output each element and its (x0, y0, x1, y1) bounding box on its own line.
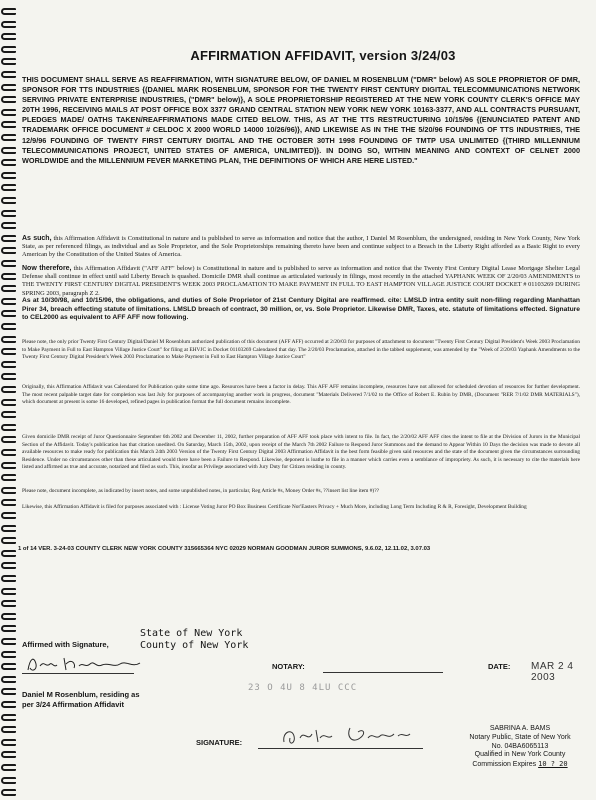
spiral-coil (1, 550, 16, 557)
spiral-coil (1, 260, 16, 267)
spiral-coil (1, 46, 16, 53)
spiral-coil (1, 789, 16, 796)
spiral-coil (1, 726, 16, 733)
county-handwritten: County of New York (140, 640, 249, 651)
spiral-coil (1, 386, 16, 393)
spiral-coil (1, 96, 16, 103)
spiral-coil (1, 159, 16, 166)
spiral-coil (1, 134, 16, 141)
state-handwritten: State of New York (140, 628, 243, 639)
spiral-coil (1, 348, 16, 355)
spiral-coil (1, 600, 16, 607)
notary-signature (280, 724, 420, 748)
notary-line2: No. 04BA6065113 (491, 742, 549, 750)
spiral-coil (1, 109, 16, 116)
notary-line3: Qualified in New York County (474, 751, 566, 759)
spiral-coil (1, 751, 16, 758)
spiral-coil (1, 84, 16, 91)
date-label: DATE: (488, 662, 511, 671)
purposes-note: Likewise, this Affirmation Affidavit is filed for purposes associated with : License Voting Juror PO Box Business Certificate Nor'Easters Privacy + Much More, including Long Term Including R & R, Foresight, Development Building (22, 504, 527, 510)
spiral-coil (1, 688, 16, 695)
as-such-lead: As such, (22, 235, 52, 242)
spiral-coil (1, 197, 16, 204)
now-therefore-paragraph (22, 265, 580, 298)
embossed-seal: 23 O 4U 8 4LU CCC (248, 683, 358, 693)
spiral-coil (1, 8, 16, 15)
obligations-paragraph: As at 10/30/98, and 10/15/96, the obligations, and duties of Sole Proprietor of 21st Century Digital are reaffirmed. cite: LMSLD intra entity suit non-filing regarding Manhattan Pirer 34, breach effecting statute of limitations. LMSLD breach of contract, 30 million, or, vs. Sole Proprietor. Likewise DMR, Taxes, etc. statute of limitations effected. Signature to CEL2000 as equivalent to AFF AFF now following. (22, 297, 580, 322)
rosenblum-signature (24, 654, 146, 674)
spiral-coil (1, 222, 16, 229)
spiral-coil (1, 562, 16, 569)
document-title: AFFIRMATION AFFIDAVIT, version 3/24/03 (190, 48, 456, 63)
affirmed-label: Affirmed with Signature, (22, 640, 109, 649)
spiral-coil (1, 285, 16, 292)
spiral-coil (1, 462, 16, 469)
spiral-coil (1, 487, 16, 494)
page-reference-line: 1 of 14 VER. 3-24-03 COUNTY CLERK NEW YORK COUNTY 315665364 NYC 02029 NORMAN GOODMAN JUROR SUMMONS, 9.6.02, 12.11.02, 3.07.03 (18, 546, 431, 552)
spiral-coil (1, 273, 16, 280)
spiral-coil (1, 764, 16, 771)
spiral-coil (1, 676, 16, 683)
signer-line (22, 673, 134, 674)
spiral-coil (1, 625, 16, 632)
as-such-text: this Affirmation Affidavit is Constitutional in nature and is published to serve as information and notice that the author, I Daniel M Rosenblum, the undersigned, residing in New York County, New York State, as per referenced filings, as individual and as Sole Proprietor, and the Sole Proprietorships remaining thereto have been and continue subject to a Breach in the Liberty Right afforded as a Basic Right to every American by the Constitution of the United States of America. (22, 235, 580, 259)
spiral-coil (1, 512, 16, 519)
spiral-coil (1, 399, 16, 406)
spiral-coil (1, 361, 16, 368)
spiral-coil (1, 323, 16, 330)
spiral-coil (1, 21, 16, 28)
spiral-coil (1, 235, 16, 242)
notary-signature-line (258, 748, 423, 749)
spiral-coil (1, 701, 16, 708)
spiral-coil (1, 588, 16, 595)
spiral-coil (1, 58, 16, 65)
spiral-coil (1, 499, 16, 506)
commission-expires-handwritten: 10 ? 20 (538, 760, 568, 769)
spiral-coil (1, 411, 16, 418)
notary-line (323, 672, 443, 673)
spiral-coil (1, 651, 16, 658)
spiral-coil (1, 33, 16, 40)
spiral-coil (1, 449, 16, 456)
as-such-paragraph (22, 235, 580, 260)
incomplete-note: Please note, document incomplete, as indicated by insert notes, and some unpublished notes, in particular, Reg Article #s, Money Order #s, ??insert list line item #)?? (22, 488, 379, 494)
spiral-coil (1, 147, 16, 154)
juror-questionnaire-note: Given domicile DMR receipt of Juror Questionnaire September 6th 2002 and December 11, 2002, further preparation of AFF AFF took place with intent to file. In fact, the 2/20/02 AFF AFF cites the intent to file at the Division of Jurors in the Municipal Section of the Affidavit. Today's publication has that citation unedited. On Saturday, March 15th, 2002, upon receipt of the March 7th 2002 Failure to Respond Juror Summons and the demand to Appear Within 10 Days the decision was made to devote all available resources to make ready for publication this March 24th 2003 Version of the Twenty First Century Digital 2003 Affirmation Affidavit in the best form feasible given said resources and the state of the document given the circumstances surrounding Residence. Under no circumstances other than these articulated would there have been a Failure to Respond. Likewise, deponent is loathe to file in a manner which carries even a semblance of impropriety. As such, it is necessary to cite the materials here listed and affirmed as true and accurate, notarized and filed as such. This, insofar as Privilege associated with Jury Duty for Citizen residing in county. (22, 434, 580, 470)
now-therefore-lead: Now therefore, (22, 265, 72, 272)
spiral-coil (1, 298, 16, 305)
spiral-coil (1, 575, 16, 582)
spiral-coil (1, 184, 16, 191)
now-therefore-text: this Affirmation Affidavit ("AFF AFF" below) is Constitutional in nature and is published to serve as information and notice that the Twenty First Century Digital Lease Mortgage Shelter Legal Defense shall continue in effect until said Liberty Breach is quashed. Domicile DMR shall continue as articulated variously in filings, most recently in the attached YAPHANK WEEK OF 2/20/03 AMENDMENTS to THE TWENTY FIRST CENTURY DIGITAL PRESIDENT'S WEEK 2003 PROCLAMATION TO MAKE PAYMENT IN FULL TO EAST HAMPTON VILLAGE JUSTICE COURT DOCKET # 01103269 DURING SPRING 2003, paragraph Z 2. (22, 265, 580, 297)
spiral-coil (1, 121, 16, 128)
spiral-coil (1, 210, 16, 217)
prior-publication-note: Please note, the only prior Twenty First Century Digital/Daniel M Rosenblum authorized publication of this document (AFF AFF) occurred at 2/20/03 for purposes of attachment to document "Twenty First Century Digital President's Week 2003 Proclamation to Make Payment in Full to East Hampton Village Justice Court" for filing at EHVJC in Docket 01103269 Calendared that day. The 2/20/03 Proclamation, attached in the tabbed supplement, was amended by the "Week of 2/20/03 Yaphank Amendments to the Twenty First Century Digital President's Week 2003 Proclamation to Make Payment in Full to East Hampton Village Justice Court" (22, 339, 580, 360)
notary-label: NOTARY: (272, 662, 305, 671)
calendar-note: Originally, this Affirmation Affidavit was Calendared for Publication quite some time ago. Resources have been a factor in delay. This AFF AFF remains incomplete, resources have not allowed for scheduled devotion of resources for further development. The most recent palpable target date for completion was last July for purposes of accompanying another work in progress, document "Materials Delivered 7/1/02 to the Office of Robert E. Rubin by DMR, (Document "RER 7/1/02 DMR MATERIALS"), which document at present is some 16 developed, refined pages in publication format the full document remains incomplete. (22, 384, 580, 405)
signer-caption-line2: per 3/24 Affirmation Affidavit (22, 700, 124, 709)
notary-name: SABRINA A. BAMS (489, 725, 551, 732)
spiral-coil (1, 714, 16, 721)
spiral-coil (1, 247, 16, 254)
spiral-coil (1, 613, 16, 620)
spiral-coil (1, 525, 16, 532)
spiral-coil (1, 424, 16, 431)
notary-line4 (447, 760, 593, 770)
spiral-coil (1, 474, 16, 481)
notary-line1: Notary Public, State of New York (469, 733, 571, 741)
spiral-coil (1, 373, 16, 380)
spiral-coil (1, 663, 16, 670)
signature-label: SIGNATURE: (196, 738, 243, 747)
reaffirmation-paragraph: THIS DOCUMENT SHALL SERVE AS REAFFIRMATION, WITH SIGNATURE BELOW, OF DANIEL M ROSENBLUM ("DMR" below) AS SOLE PROPRIETOR OF DMR, SPONSOR FOR TTS INDUSTRIES {(DANIEL MARK ROSENBLUM, SPONSOR FOR THE TWENTY FIRST CENTURY DIGITAL TELECOMMUNICATIONS NETWORK SERVING PRIVATE ENTERPRISE INDUSTRIES, ("DMR" below)}, A SOLE PROPRIETORSHIP REGISTERED AT THE NEW YORK COUNTY CLERK'S OFFICE MAY 20TH 1996, RECEIVING MAILS AT POST OFFICE BOX 3377 GRAND CENTRAL STATION NEW YORK NEW YORK 10163-3377, AND ALL CONTRACTS PURSUANT, PLEDGES MADE/ OATHS TAKEN/REAFFIRMATIONS MADE CITED BELOW. THIS, AS AT THE TTS RESTRUCTURING 10/15/96 {(ENUNCIATED PATENT AND TRADEMARK OFFICE DOCUMENT # CELDOC X 2000 WORLD 14000 10/26/96)}, AND LIKEWISE AS IN THE THE 5/20/96 FOUNDING OF TTS INDUSTRIES, THE 12/9/96 FOUNDING OF TWENTY FIRST CENTURY DIGITAL AND THE OCTOBER 30TH 1998 FOUNDING OF TMTP USA UNLIMITED {(THIRD MILLENNIUM TELECOMMUNICATIONS PROJECT, UNITED STATES OF AMERICA, UNLIMITED)}. IN DOING SO, WITHIN MEANING AND CONTEXT OF CELNET 2000 WORLDWIDE and the MILLENNIUM FEVER MARKETING PLAN, THE DEFINITIONS OF WHICH ARE HERE LISTED." (22, 75, 580, 165)
spiral-coil (1, 537, 16, 544)
spiral-binding (0, 8, 20, 798)
signer-caption (22, 690, 140, 710)
spiral-coil (1, 638, 16, 645)
spiral-coil (1, 172, 16, 179)
notary-stamp (447, 725, 593, 770)
date-stamp: MAR 2 4 2003 (531, 661, 574, 683)
spiral-coil (1, 71, 16, 78)
spiral-coil (1, 436, 16, 443)
commission-expires-label: Commission Expires (472, 761, 537, 769)
spiral-coil (1, 777, 16, 784)
signer-caption-line1: Daniel M Rosenblum, residing as (22, 690, 140, 699)
spiral-coil (1, 739, 16, 746)
spiral-coil (1, 310, 16, 317)
spiral-coil (1, 336, 16, 343)
